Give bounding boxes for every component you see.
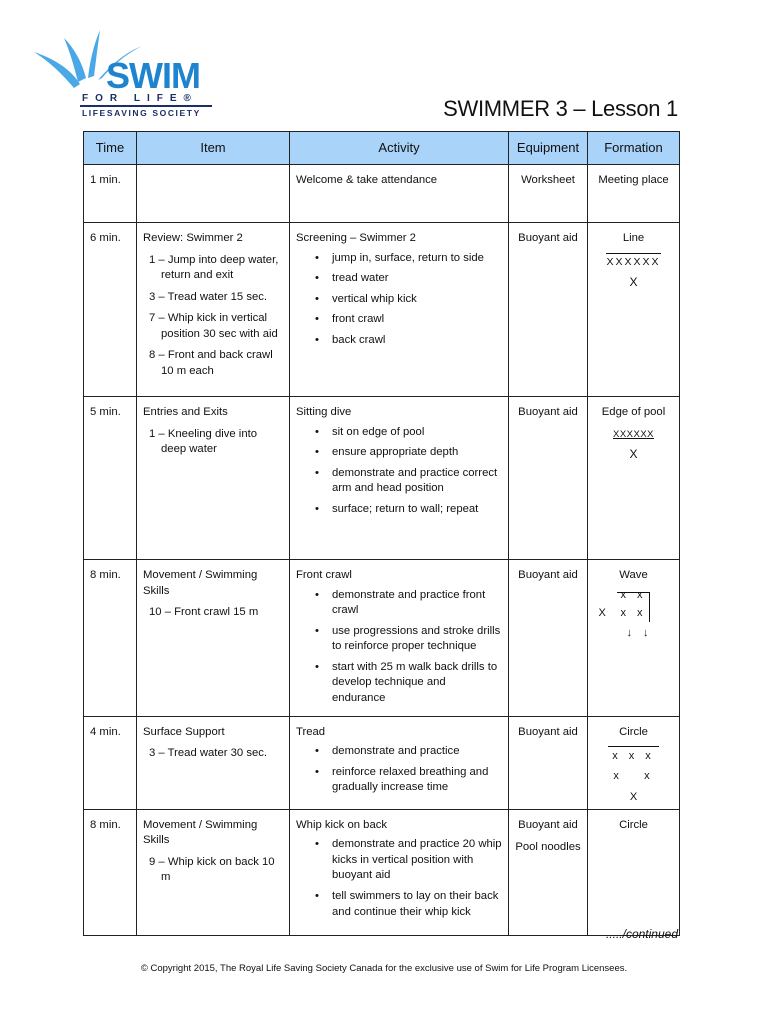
formation-instructor: X xyxy=(629,275,638,290)
item-title: Surface Support xyxy=(143,725,225,738)
bullet-item: • back crawl xyxy=(332,333,502,349)
formation-title: Line xyxy=(622,232,645,244)
logo-swim-text: SWIM xyxy=(106,55,200,96)
cell-time: 1 min. xyxy=(84,165,137,223)
item-title: Movement / Swimming Skills xyxy=(143,818,258,847)
cell-activity xyxy=(290,560,509,717)
activity-title: Screening – Swimmer 2 xyxy=(296,232,416,244)
equipment-item: Buoyant aid xyxy=(518,725,578,738)
bullet-item: • sit on edge of pool xyxy=(332,425,502,441)
bullet-item: • demonstrate and practice xyxy=(332,744,502,760)
activity-bullets xyxy=(296,588,502,707)
bullet-item: • reinforce relaxed breathing and gradually increase time xyxy=(332,765,502,796)
formation-edge-swimmers: XXXXXX xyxy=(612,428,655,440)
header-equipment: Equipment xyxy=(509,132,588,165)
cell-formation xyxy=(588,809,680,935)
table-row xyxy=(84,716,680,809)
formation-title: Meeting place xyxy=(598,174,669,186)
bullet-item: • ensure appropriate depth xyxy=(332,445,502,461)
wave-instructor: X xyxy=(598,606,606,619)
cell-item xyxy=(137,397,290,560)
table-header-row xyxy=(84,132,680,165)
cell-time: 6 min. xyxy=(84,223,137,397)
lesson-plan-table xyxy=(83,131,680,936)
bullet-item: • start with 25 m walk back drills to develop technique and endurance xyxy=(332,660,502,707)
formation-line-swimmers: XXXXXX xyxy=(606,253,660,269)
bullet-item: • demonstrate and practice front crawl xyxy=(332,588,502,619)
bullet-item: • vertical whip kick xyxy=(332,292,502,308)
bullet-item: • tread water xyxy=(332,271,502,287)
wave-arrows: ↓ ↓ xyxy=(626,626,653,639)
cell-time: 8 min. xyxy=(84,809,137,935)
wave-formation-diagram xyxy=(597,590,671,646)
equipment-item: Buoyant aid xyxy=(518,232,578,244)
circle-instructor: X xyxy=(629,790,638,803)
activity-title: Sitting dive xyxy=(296,406,352,418)
item-title: Entries and Exits xyxy=(143,406,228,418)
item-entry: 9 – Whip kick on back 10 m xyxy=(149,855,275,884)
cell-activity xyxy=(290,716,509,809)
wave-side-line xyxy=(649,592,650,622)
formation-title: Edge of pool xyxy=(601,406,666,418)
activity-bullets xyxy=(296,251,502,349)
formation-title: Circle xyxy=(619,725,648,738)
equipment-item: Buoyant aid xyxy=(518,818,578,831)
activity-title: Tread xyxy=(296,725,326,738)
cell-item xyxy=(137,223,290,397)
equipment-item: Buoyant aid xyxy=(518,569,578,581)
swim-for-life-logo xyxy=(22,22,217,124)
cell-item xyxy=(137,716,290,809)
bullet-item: • surface; return to wall; repeat xyxy=(332,502,502,518)
item-title: Movement / Swimming Skills xyxy=(143,569,258,597)
logo-society-text: LIFESAVING SOCIETY xyxy=(82,108,201,118)
cell-formation xyxy=(588,560,680,717)
cell-time: 4 min. xyxy=(84,716,137,809)
table-row xyxy=(84,809,680,935)
item-title: Review: Swimmer 2 xyxy=(143,232,243,244)
cell-equipment xyxy=(509,716,588,809)
item-entry: 1 – Kneeling dive into deep water xyxy=(149,427,258,456)
cell-formation xyxy=(588,165,680,223)
continued-note: ...../continued xyxy=(605,927,678,941)
cell-activity xyxy=(290,223,509,397)
item-entry: 10 – Front crawl 15 m xyxy=(149,606,259,619)
activity-bullets xyxy=(296,744,502,796)
document-title: SWIMMER 3 – Lesson 1 xyxy=(443,96,678,121)
table-row xyxy=(84,397,680,560)
logo-for-life-text: FOR LIFE® xyxy=(82,93,198,104)
activity-title: Whip kick on back xyxy=(296,818,388,831)
logo-divider xyxy=(80,105,212,107)
item-entry: 3 – Tread water 15 sec. xyxy=(149,290,268,303)
bullet-item: • front crawl xyxy=(332,312,502,328)
bullet-item: • demonstrate and practice correct arm and head position xyxy=(332,466,502,497)
activity-title: Welcome & take attendance xyxy=(296,174,438,186)
item-entry: 8 – Front and back crawl 10 m each xyxy=(149,349,273,378)
table-row xyxy=(84,223,680,397)
cell-equipment xyxy=(509,165,588,223)
cell-time: 8 min. xyxy=(84,560,137,717)
cell-equipment xyxy=(509,397,588,560)
activity-bullets xyxy=(296,837,502,920)
cell-activity xyxy=(290,809,509,935)
cell-item xyxy=(137,165,290,223)
equipment-item: Pool noodles xyxy=(515,841,581,854)
bullet-item: • jump in, surface, return to side xyxy=(332,251,502,267)
circle-top-swimmers: x x x xyxy=(608,746,659,764)
header-item: Item xyxy=(137,132,290,165)
formation-instructor: X xyxy=(629,447,638,462)
activity-title: Front crawl xyxy=(296,569,352,581)
cell-item xyxy=(137,809,290,935)
circle-side-swimmers: x x xyxy=(613,770,654,783)
wave-back-swimmers: x x xyxy=(620,606,647,619)
equipment-item: Buoyant aid xyxy=(518,406,578,418)
cell-formation xyxy=(588,397,680,560)
cell-equipment xyxy=(509,223,588,397)
header-time: Time xyxy=(84,132,137,165)
cell-item xyxy=(137,560,290,717)
table-row xyxy=(84,560,680,717)
cell-formation xyxy=(588,223,680,397)
cell-equipment xyxy=(509,809,588,935)
item-entry: 7 – Whip kick in vertical position 30 sec with aid xyxy=(149,312,278,340)
formation-title: Wave xyxy=(619,569,648,581)
cell-time: 5 min. xyxy=(84,397,137,560)
cell-formation xyxy=(588,716,680,809)
table-row xyxy=(84,165,680,223)
cell-activity xyxy=(290,165,509,223)
circle-formation-diagram xyxy=(594,746,673,805)
item-entry: 1 – Jump into deep water, return and exit xyxy=(149,253,279,282)
header-activity: Activity xyxy=(290,132,509,165)
equipment-item: Worksheet xyxy=(521,174,575,186)
copyright-notice: © Copyright 2015, The Royal Life Saving Society Canada for the exclusive use of Swim for Life Program Licensees. xyxy=(140,963,628,974)
item-entry: 3 – Tread water 30 sec. xyxy=(149,747,268,760)
activity-bullets xyxy=(296,425,502,518)
bullet-item: • use progressions and stroke drills to reinforce proper technique xyxy=(332,624,502,655)
cell-activity xyxy=(290,397,509,560)
cell-equipment xyxy=(509,560,588,717)
wave-front-swimmers: x x xyxy=(620,588,647,601)
header-formation: Formation xyxy=(588,132,680,165)
formation-title: Circle xyxy=(619,818,648,831)
bullet-item: • tell swimmers to lay on their back and continue their whip kick xyxy=(332,889,502,920)
bullet-item: • demonstrate and practice 20 whip kicks in vertical position with buoyant aid xyxy=(332,837,502,884)
